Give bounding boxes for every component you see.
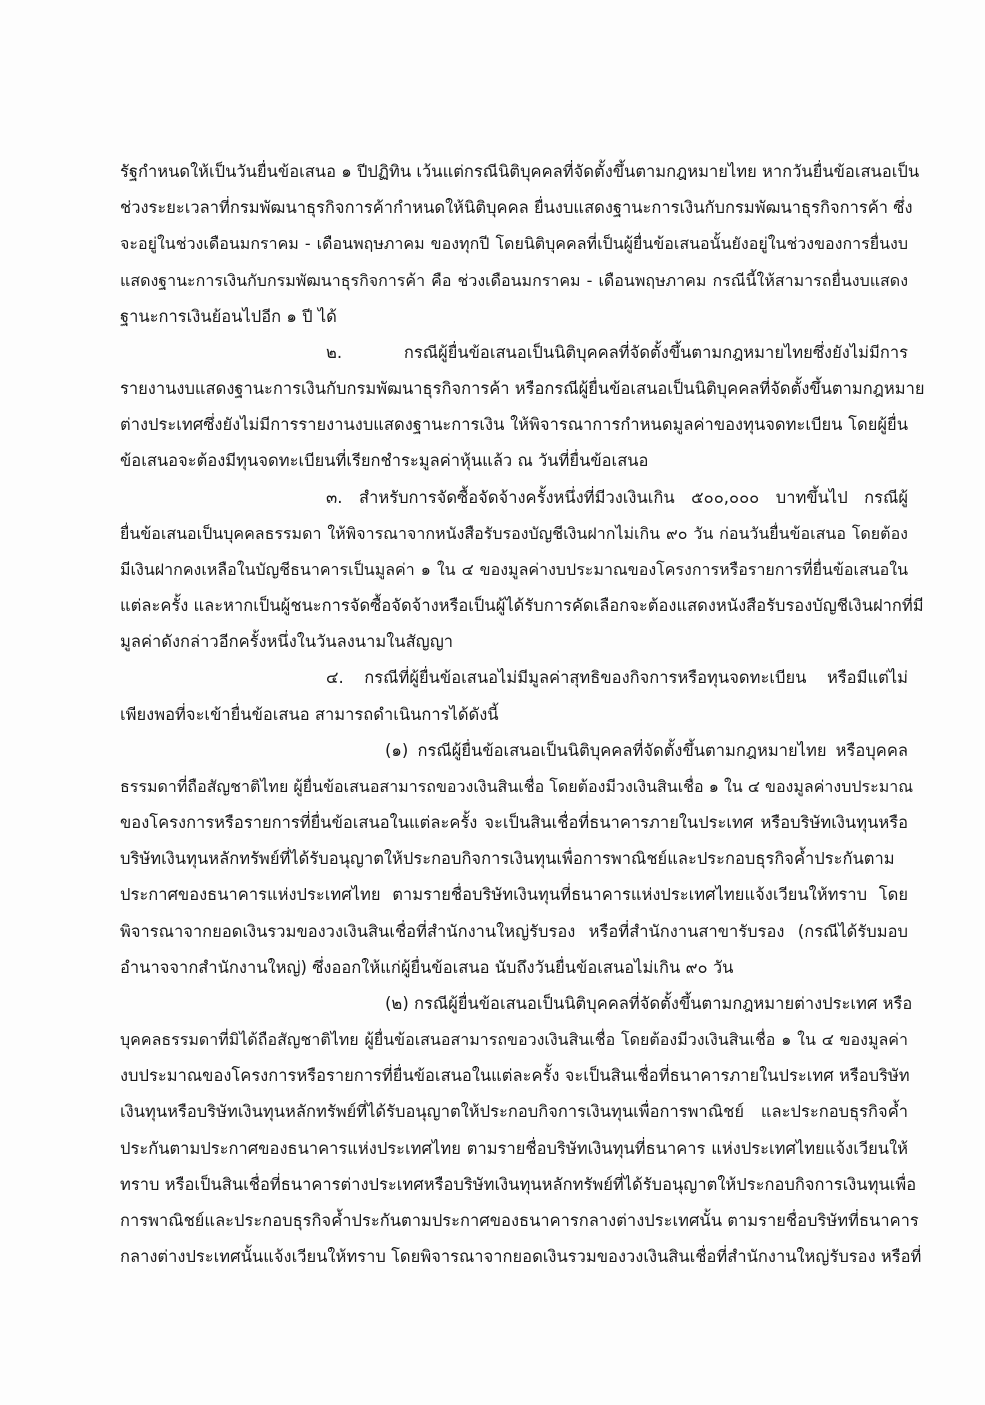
subclause-1-heading: (๑) กรณีผู้ยื่นข้อเสนอเป็นนิติบุคคลที่จัดตั้งขึ้นตามกฎหมายไทย หรือบุคคล: [385, 741, 908, 760]
body-text-line: เพียงพอที่จะเข้ายื่นข้อเสนอ สามารถดำเนินการได้ดังนี้: [120, 705, 499, 724]
body-text-line: ข้อเสนอจะต้องมีทุนจดทะเบียนที่เรียกชำระมูลค่าหุ้นแล้ว ณ วันที่ยื่นข้อเสนอ: [120, 451, 649, 470]
body-text-line: มูลค่าดังกล่าวอีกครั้งหนึ่งในวันลงนามในสัญญา: [120, 632, 454, 651]
body-text-line: แสดงฐานะการเงินกับกรมพัฒนาธุรกิจการค้า คือ ช่วงเดือนมกราคม - เดือนพฤษภาคม กรณีนี้ให้สามารถยื่นงบแสดง: [120, 271, 908, 290]
body-text-line: แต่ละครั้ง และหากเป็นผู้ชนะการจัดซื้อจัดจ้างหรือเป็นผู้ได้รับการคัดเลือกจะต้องแสดงหนังสือรับรองบัญชีเงินฝากที่มี: [120, 596, 924, 615]
subclause-2-heading: (๒) กรณีผู้ยื่นข้อเสนอเป็นนิติบุคคลที่จัดตั้งขึ้นตามกฎหมายต่างประเทศ หรือ: [385, 994, 913, 1013]
body-text-line: พิจารณาจากยอดเงินรวมของวงเงินสินเชื่อที่สำนักงานใหญ่รับรอง หรือที่สำนักงานสาขารับรอง (กรณีได้รับมอบ: [120, 922, 908, 941]
body-text-line: งบประมาณของโครงการหรือรายการที่ยื่นข้อเสนอในแต่ละครั้ง จะเป็นสินเชื่อที่ธนาคารภายในประเทศ หรือบริษัท: [120, 1066, 910, 1085]
body-text-line: ช่วงระยะเวลาที่กรมพัฒนาธุรกิจการค้ากำหนดให้นิติบุคคล ยื่นงบแสดงฐานะการเงินกับกรมพัฒนาธุรกิจการค้า ซึ่ง: [120, 198, 913, 217]
body-text-line: บริษัทเงินทุนหลักทรัพย์ที่ได้รับอนุญาตให้ประกอบกิจการเงินทุนเพื่อการพาณิชย์และประกอบธุรกิจค้ำประกันตาม: [120, 849, 895, 868]
body-text-line: มีเงินฝากคงเหลือในบัญชีธนาคารเป็นมูลค่า ๑ ใน ๔ ของมูลค่างบประมาณของโครงการหรือรายการที่ยื่นข้อเสนอใน: [120, 560, 908, 579]
body-text-line: ประกาศของธนาคารแห่งประเทศไทย ตามรายชื่อบริษัทเงินทุนที่ธนาคารแห่งประเทศไทยแจ้งเวียนให้ทราบ โดย: [120, 885, 908, 904]
body-text-line: การพาณิชย์และประกอบธุรกิจค้ำประกันตามประกาศของธนาคารกลางต่างประเทศนั้น ตามรายชื่อบริษัทที่ธนาคาร: [120, 1211, 919, 1230]
body-text-line: ฐานะการเงินย้อนไปอีก ๑ ปี ได้: [120, 307, 337, 326]
body-text-line: ธรรมดาที่ถือสัญชาติไทย ผู้ยื่นข้อเสนอสามารถขอวงเงินสินเชื่อ โดยต้องมีวงเงินสินเชื่อ ๑ ใน ๔ ของมูลค่างบประมาณ: [120, 777, 914, 796]
body-text-line: ทราบ หรือเป็นสินเชื่อที่ธนาคารต่างประเทศหรือบริษัทเงินทุนหลักทรัพย์ที่ได้รับอนุญาตให้ประกอบกิจการเงินทุนเพื่อ: [120, 1175, 917, 1194]
clause-3-heading: ๓. สำหรับการจัดซื้อจัดจ้างครั้งหนึ่งที่มีวงเงินเกิน ๕๐๐,๐๐๐ บาทขึ้นไป กรณีผู้: [326, 488, 908, 507]
body-text-line: ประกันตามประกาศของธนาคารแห่งประเทศไทย ตามรายชื่อบริษัทเงินทุนที่ธนาคาร แห่งประเทศไทยแจ้งเวียนให้: [120, 1139, 908, 1158]
body-text-line: ยื่นข้อเสนอเป็นบุคคลธรรมดา ให้พิจารณาจากหนังสือรับรองบัญชีเงินฝากไม่เกิน ๙๐ วัน ก่อนวันยื่นข้อเสนอ โดยต้อง: [120, 524, 908, 543]
body-text-line: รายงานงบแสดงฐานะการเงินกับกรมพัฒนาธุรกิจการค้า หรือกรณีผู้ยื่นข้อเสนอเป็นนิติบุคคลที่จัดตั้งขึ้นตามกฎหมาย: [120, 379, 925, 398]
body-text-line: อำนาจจากสำนักงานใหญ่) ซึ่งออกให้แก่ผู้ยื่นข้อเสนอ นับถึงวันยื่นข้อเสนอไม่เกิน ๙๐ วัน: [120, 958, 734, 977]
body-text-line: บุคคลธรรมดาที่มิได้ถือสัญชาติไทย ผู้ยื่นข้อเสนอสามารถขอวงเงินสินเชื่อ โดยต้องมีวงเงินสินเชื่อ ๑ ใน ๔ ของมูลค่า: [120, 1030, 908, 1049]
body-text-line: รัฐกำหนดให้เป็นวันยื่นข้อเสนอ ๑ ปีปฏิทิน เว้นแต่กรณีนิติบุคคลที่จัดตั้งขึ้นตามกฎหมายไทย หากวันยื่นข้อเสนอเป็น: [120, 162, 920, 181]
body-text-line: จะอยู่ในช่วงเดือนมกราคม - เดือนพฤษภาคม ของทุกปี โดยนิติบุคคลที่เป็นผู้ยื่นข้อเสนอนั้นยังอยู่ในช่วงของการยื่นงบ: [120, 234, 908, 253]
body-text-line: ของโครงการหรือรายการที่ยื่นข้อเสนอในแต่ละครั้ง จะเป็นสินเชื่อที่ธนาคารภายในประเทศ หรือบริษัทเงินทุนหรือ: [120, 813, 908, 832]
clause-2-heading: ๒. กรณีผู้ยื่นข้อเสนอเป็นนิติบุคคลที่จัดตั้งขึ้นตามกฎหมายไทยซึ่งยังไม่มีการ: [326, 343, 908, 362]
body-text-line: กลางต่างประเทศนั้นแจ้งเวียนให้ทราบ โดยพิจารณาจากยอดเงินรวมของวงเงินสินเชื่อที่สำนักงานใหญ่รับรอง หรือที่: [120, 1247, 922, 1266]
body-text-line: ต่างประเทศซึ่งยังไม่มีการรายงานงบแสดงฐานะการเงิน ให้พิจารณาการกำหนดมูลค่าของทุนจดทะเบียน โดยผู้ยื่น: [120, 415, 908, 434]
body-text-line: เงินทุนหรือบริษัทเงินทุนหลักทรัพย์ที่ได้รับอนุญาตให้ประกอบกิจการเงินทุนเพื่อการพาณิชย์ และประกอบธุรกิจค้ำ: [120, 1102, 908, 1121]
clause-4-heading: ๔. กรณีที่ผู้ยื่นข้อเสนอไม่มีมูลค่าสุทธิของกิจการหรือทุนจดทะเบียน หรือมีแต่ไม่: [326, 668, 908, 687]
